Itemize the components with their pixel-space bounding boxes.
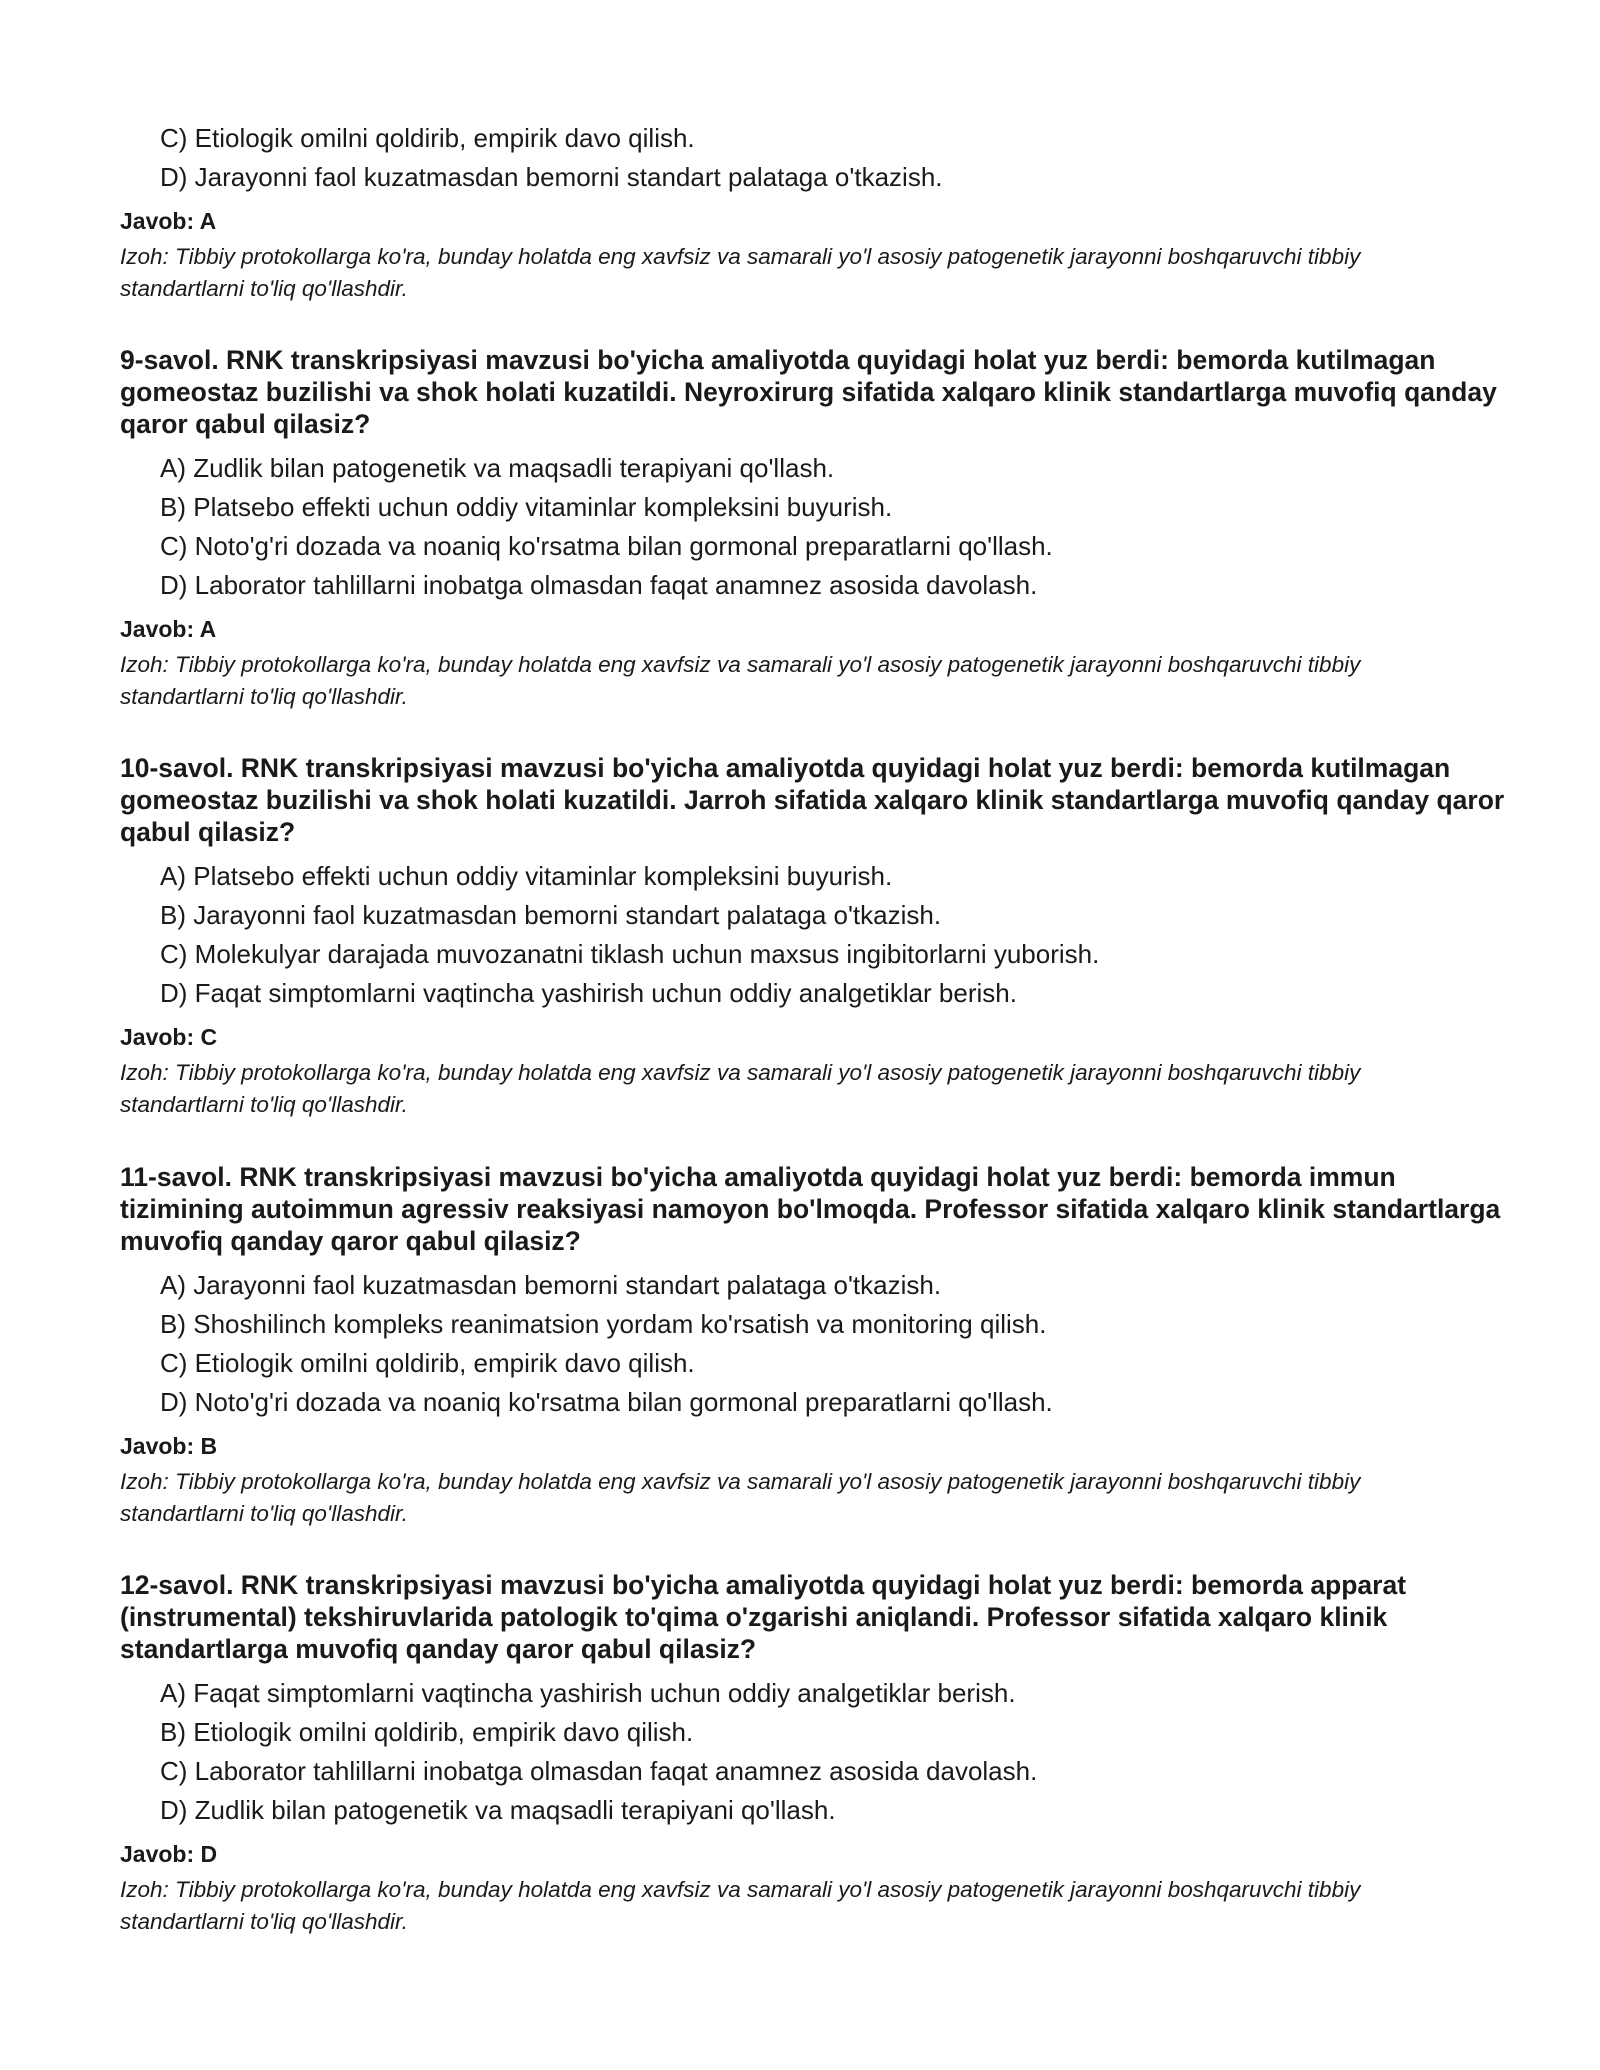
option-c: C) Etiologik omilni qoldirib, empirik davo qilish.	[160, 1348, 695, 1378]
option-d: D) Faqat simptomlarni vaqtincha yashirish uchun oddiy analgetiklar berish.	[160, 978, 1017, 1008]
option-c: C) Molekulyar darajada muvozanatni tiklash uchun maxsus ingibitorlarni yuborish.	[160, 939, 1100, 969]
option-a: A) Jarayonni faol kuzatmasdan bemorni standart palataga o'tkazish.	[160, 1270, 942, 1300]
option-b: B) Shoshilinch kompleks reanimatsion yordam ko'rsatish va monitoring qilish.	[160, 1309, 1047, 1339]
question-text: 11-savol. RNK transkripsiyasi mavzusi bo'yicha amaliyotda quyidagi holat yuz berdi: bemorda immun tizimining autoimmun agressiv reaksiyasi namoyon bo'lmoqda. Professor sifatida xalqaro klinik standartlarga muvofiq qanday qaror qabul qilasiz?	[120, 1162, 1501, 1256]
option-c: C) Noto'g'ri dozada va noaniq ko'rsatma bilan gormonal preparatlarni qo'llash.	[160, 531, 1053, 561]
option-b: B) Jarayonni faol kuzatmasdan bemorni standart palataga o'tkazish.	[160, 900, 942, 930]
option-d: D) Noto'g'ri dozada va noaniq ko'rsatma bilan gormonal preparatlarni qo'llash.	[160, 1387, 1053, 1417]
option-d: D) Zudlik bilan patogenetik va maqsadli terapiyani qo'llash.	[160, 1795, 836, 1825]
answer-label: Javob: D	[120, 1841, 218, 1867]
answer-label: Javob: C	[120, 1024, 218, 1050]
option-a: A) Zudlik bilan patogenetik va maqsadli terapiyani qo'llash.	[160, 453, 835, 483]
question-text: 9-savol. RNK transkripsiyasi mavzusi bo'yicha amaliyotda quyidagi holat yuz berdi: bemorda kutilmagan gomeostaz buzilishi va shok holati kuzatildi. Neyroxirurg sifatida xalqaro klinik standartlarga muvofiq qanday qaror qabul qilasiz?	[120, 345, 1497, 439]
option-d: D) Laborator tahlillarni inobatga olmasdan faqat anamnez asosida davolash.	[160, 570, 1038, 600]
option-a: A) Faqat simptomlarni vaqtincha yashirish uchun oddiy analgetiklar berish.	[160, 1678, 1016, 1708]
explanation-note: Izoh: Tibbiy protokollarga ko'ra, bunday holatda eng xavfsiz va samarali yo'l asosiy patogenetik jarayonni boshqaruvchi tibbiy standartlarni to'liq qo'llashdir.	[120, 652, 1361, 709]
explanation-note: Izoh: Tibbiy protokollarga ko'ra, bunday holatda eng xavfsiz va samarali yo'l asosiy patogenetik jarayonni boshqaruvchi tibbiy standartlarni to'liq qo'llashdir.	[120, 1877, 1361, 1934]
option-a: A) Platsebo effekti uchun oddiy vitaminlar kompleksini buyurish.	[160, 861, 893, 891]
option-b: B) Etiologik omilni qoldirib, empirik davo qilish.	[160, 1717, 694, 1747]
question-text: 12-savol. RNK transkripsiyasi mavzusi bo'yicha amaliyotda quyidagi holat yuz berdi: bemorda apparat (instrumental) tekshiruvlarida patologik to'qima o'zgarishi aniqlandi. Professor sifatida xalqaro klinik standartlarga muvofiq qanday qaror qabul qilasiz?	[120, 1570, 1407, 1664]
answer-label: Javob: B	[120, 1433, 218, 1459]
option-c: C) Etiologik omilni qoldirib, empirik davo qilish.	[160, 123, 695, 153]
explanation-note: Izoh: Tibbiy protokollarga ko'ra, bunday holatda eng xavfsiz va samarali yo'l asosiy patogenetik jarayonni boshqaruvchi tibbiy standartlarni to'liq qo'llashdir.	[120, 1469, 1361, 1526]
answer-label: Javob: A	[120, 208, 217, 234]
question-text: 10-savol. RNK transkripsiyasi mavzusi bo'yicha amaliyotda quyidagi holat yuz berdi: bemorda kutilmagan gomeostaz buzilishi va shok holati kuzatildi. Jarroh sifatida xalqaro klinik standartlarga muvofiq qanday qaror qabul qilasiz?	[120, 753, 1505, 847]
option-d: D) Jarayonni faol kuzatmasdan bemorni standart palataga o'tkazish.	[160, 162, 943, 192]
option-b: B) Platsebo effekti uchun oddiy vitaminlar kompleksini buyurish.	[160, 492, 893, 522]
option-c: C) Laborator tahlillarni inobatga olmasdan faqat anamnez asosida davolash.	[160, 1756, 1038, 1786]
explanation-note: Izoh: Tibbiy protokollarga ko'ra, bunday holatda eng xavfsiz va samarali yo'l asosiy patogenetik jarayonni boshqaruvchi tibbiy standartlarni to'liq qo'llashdir.	[120, 244, 1361, 301]
answer-label: Javob: A	[120, 616, 217, 642]
explanation-note: Izoh: Tibbiy protokollarga ko'ra, bunday holatda eng xavfsiz va samarali yo'l asosiy patogenetik jarayonni boshqaruvchi tibbiy standartlarni to'liq qo'llashdir.	[120, 1060, 1361, 1117]
